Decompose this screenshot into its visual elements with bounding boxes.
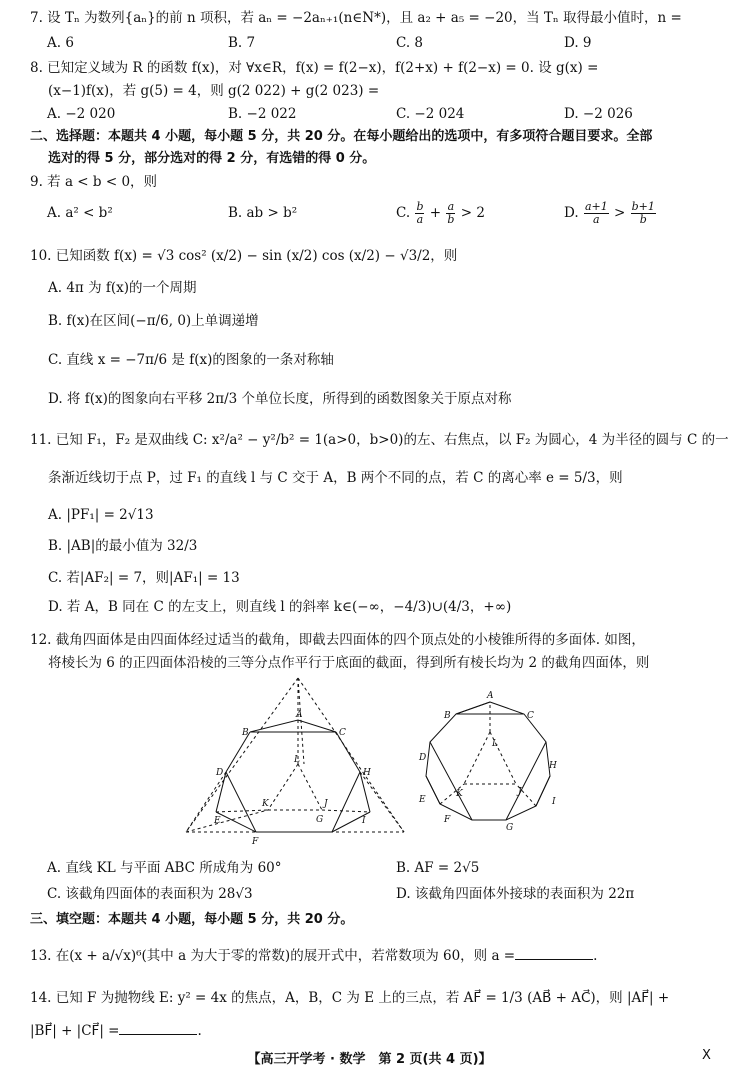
q10-stem: 10. 已知函数 f(x) = √3 cos² (x/2) − sin (x/2) cos (x/2) − √3/2，则 — [30, 248, 458, 264]
q8-option-d: D. −2 026 — [564, 106, 633, 122]
q12-option-a: A. 直线 KL 与平面 ABC 所成角为 60° — [47, 860, 282, 876]
q11-option-a: A. |PF₁| = 2√13 — [48, 507, 154, 523]
q11-stem-line1: 11. 已知 F₁，F₂ 是双曲线 C: x²/a² − y²/b² = 1(a>0，b>0)的左、右焦点，以 F₂ 为圆心，4 为半径的圆与 C 的一 — [30, 432, 729, 448]
footer-code: X — [702, 1048, 711, 1063]
fig1-label-c: C — [339, 728, 346, 738]
section2-heading-line2: 选对的得 5 分，部分选对的得 2 分，有选错的得 0 分。 — [48, 151, 376, 166]
q8-option-c: C. −2 024 — [396, 106, 465, 122]
q7-stem: 7. 设 Tₙ 为数列{aₙ}的前 n 项积，若 aₙ = −2aₙ₊₁(n∈N*)，且 a₂ + a₅ = −20，当 Tₙ 取得最小值时，n = — [30, 10, 682, 26]
fig2-label-i: I — [552, 797, 556, 807]
q8-stem-line1: 8. 已知定义域为 R 的函数 f(x)，对 ∀x∈R，f(x) = f(2−x)，f(2+x) + f(2−x) = 0. 设 g(x) = — [30, 60, 599, 76]
q14-stem-line2: |BF⃗| + |CF⃗| = . — [30, 1020, 202, 1041]
q9-option-c-label: C. — [396, 205, 411, 221]
q11-option-b: B. |AB|的最小值为 32/3 — [48, 538, 198, 554]
q10-option-a: A. 4π 为 f(x)的一个周期 — [48, 280, 197, 296]
q12-figure — [176, 672, 562, 848]
q9-option-d-frac2: $\frac{b+1}{b}$ — [631, 200, 655, 226]
q9-option-b: B. ab > b² — [228, 205, 298, 221]
fig2-label-d: D — [419, 753, 427, 763]
fig2-label-b: B — [444, 711, 451, 721]
fig2-label-k: K — [456, 789, 463, 799]
q9-option-c-frac2: $\frac{a}{b}$ — [447, 200, 455, 226]
q12-option-d: D. 该截角四面体外接球的表面积为 22π — [396, 886, 635, 902]
q8-stem-line2: (x−1)f(x)，若 g(5) = 4，则 g(2 022) + g(2 023) = — [48, 83, 380, 99]
section2-heading: 二、选择题：本题共 4 小题，每小题 5 分，共 20 分。在每小题给出的选项中，有多项符合题目要求。全部 — [30, 129, 653, 144]
q9-option-d-frac1: $\frac{a+1}{a}$ — [584, 200, 608, 226]
q14-answer-blank[interactable] — [119, 1020, 197, 1035]
fig2-label-j: J — [518, 787, 522, 797]
q9-option-a: A. a² < b² — [47, 205, 113, 221]
fig2-label-l: L — [492, 739, 498, 749]
q12-option-c: C. 该截角四面体的表面积为 28√3 — [47, 886, 253, 902]
q9-option-c-frac1: $\frac{b}{a}$ — [416, 200, 424, 226]
q9-option-c: C. $\frac{b}{a}$ + $\frac{a}{b}$ > 2 — [396, 200, 485, 226]
q8-option-a: A. −2 020 — [47, 106, 116, 122]
q12-stem-line1: 12. 截角四面体是由四面体经过适当的截角，即截去四面体的四个顶点处的小棱锥所得的多面体. 如图， — [30, 632, 645, 648]
page-footer: 【高三开学考 · 数学 第 2 页(共 4 页)】 — [247, 1052, 492, 1067]
q13-stem: 13. 在(x + a/√x)⁶(其中 a 为大于零的常数)的展开式中，若常数项为 60，则 a = . — [30, 945, 597, 966]
fig2-label-a: A — [487, 691, 494, 701]
fig1-label-e: E — [214, 816, 221, 826]
q14-stem-line1: 14. 已知 F 为抛物线 E: y² = 4x 的焦点，A，B，C 为 E 上的三点，若 AF⃗ = 1/3 (AB⃗ + AC⃗)，则 |AF⃗| + — [30, 990, 670, 1006]
fig1-label-i: I — [362, 816, 366, 826]
fig1-label-b: B — [242, 728, 249, 738]
q10-option-b: B. f(x)在区间(−π/6, 0)上单调递增 — [48, 313, 259, 329]
q11-option-c: C. 若|AF₂| = 7，则|AF₁| = 13 — [48, 570, 240, 586]
fig2-label-h: H — [549, 761, 557, 771]
q8-option-b: B. −2 022 — [228, 106, 297, 122]
fig1-label-d: D — [216, 768, 224, 778]
fig2-label-e: E — [419, 795, 426, 805]
q9-option-d: D. $\frac{a+1}{a}$ > $\frac{b+1}{b}$ — [564, 200, 655, 226]
q10-option-d: D. 将 f(x)的图象向右平移 2π/3 个单位长度，所得到的函数图象关于原点对称 — [48, 391, 512, 407]
fig1-label-k: K — [262, 799, 269, 809]
q7-option-b: B. 7 — [228, 35, 256, 51]
fig2-label-c: C — [527, 711, 534, 721]
q7-option-a: A. 6 — [47, 35, 74, 51]
fig1-label-g: G — [316, 815, 324, 825]
fig1-label-f: F — [252, 837, 259, 847]
q11-stem-line2: 条渐近线切于点 P，过 F₁ 的直线 l 与 C 交于 A，B 两个不同的点，若 C 的离心率 e = 5/3，则 — [48, 470, 623, 486]
q12-option-b: B. AF = 2√5 — [396, 860, 480, 876]
fig2-label-f: F — [444, 815, 451, 825]
q12-stem-line2: 将棱长为 6 的正四面体沿棱的三等分点作平行于底面的截面，得到所有棱长均为 2 的截角四面体，则 — [48, 655, 650, 671]
fig1-label-a: A — [296, 710, 303, 720]
q11-option-d: D. 若 A，B 同在 C 的左支上，则直线 l 的斜率 k∈(−∞，−4/3)∪(4/3，+∞) — [48, 599, 512, 615]
q9-stem: 9. 若 a < b < 0，则 — [30, 174, 158, 190]
fig2-label-g: G — [506, 823, 514, 833]
fig1-label-j: J — [324, 799, 328, 809]
section3-heading: 三、填空题：本题共 4 小题，每小题 5 分，共 20 分。 — [30, 912, 354, 927]
q7-option-d: D. 9 — [564, 35, 592, 51]
q9-option-d-label: D. — [564, 205, 579, 221]
q10-option-c: C. 直线 x = −7π/6 是 f(x)的图象的一条对称轴 — [48, 352, 334, 368]
fig1-label-l: L — [294, 755, 300, 765]
fig1-label-h: H — [363, 768, 371, 778]
q7-option-c: C. 8 — [396, 35, 424, 51]
q13-answer-blank[interactable] — [515, 945, 593, 960]
